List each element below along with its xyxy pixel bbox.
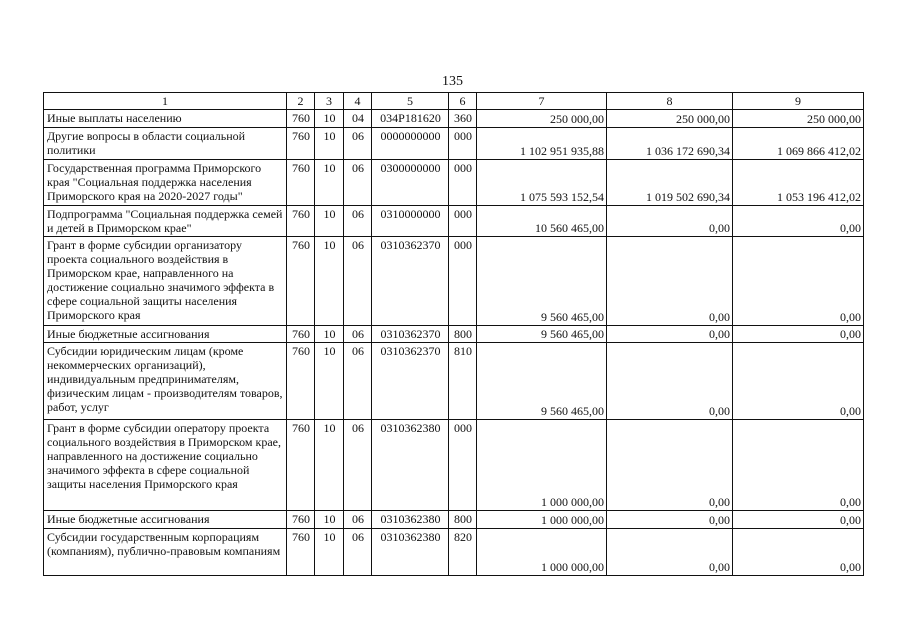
table-row — [44, 420, 864, 511]
cell-col4: 06 — [344, 128, 372, 160]
cell-col2: 760 — [287, 326, 315, 343]
cell-col2: 760 — [287, 511, 315, 529]
cell-col3: 10 — [315, 326, 344, 343]
column-header: 3 — [315, 93, 344, 110]
cell-col7: 1 000 000,00 — [477, 529, 607, 576]
cell-col6: 000 — [449, 206, 477, 237]
cell-col9: 0,00 — [733, 511, 864, 529]
cell-col9: 1 053 196 412,02 — [733, 160, 864, 206]
cell-col6: 000 — [449, 420, 477, 511]
cell-col2: 760 — [287, 343, 315, 420]
row-name: Иные выплаты населению — [44, 110, 287, 128]
cell-col6: 800 — [449, 326, 477, 343]
table-row — [44, 160, 864, 206]
column-header: 9 — [733, 93, 864, 110]
cell-col8: 0,00 — [607, 420, 733, 511]
cell-col5: 0310362370 — [372, 343, 449, 420]
cell-col3: 10 — [315, 110, 344, 128]
cell-col9: 0,00 — [733, 237, 864, 326]
table-row — [44, 237, 864, 326]
cell-col2: 760 — [287, 529, 315, 576]
cell-col7: 1 000 000,00 — [477, 511, 607, 529]
cell-col2: 760 — [287, 206, 315, 237]
cell-col2: 760 — [287, 110, 315, 128]
cell-col5: 0310362380 — [372, 529, 449, 576]
cell-col9: 1 069 866 412,02 — [733, 128, 864, 160]
cell-col5: 0310362370 — [372, 237, 449, 326]
cell-col8: 0,00 — [607, 206, 733, 237]
cell-col3: 10 — [315, 206, 344, 237]
row-name: Иные бюджетные ассигнования — [44, 511, 287, 529]
column-header: 7 — [477, 93, 607, 110]
cell-col8: 0,00 — [607, 529, 733, 576]
cell-col8: 0,00 — [607, 326, 733, 343]
column-header: 6 — [449, 93, 477, 110]
cell-col5: 0310000000 — [372, 206, 449, 237]
cell-col6: 000 — [449, 128, 477, 160]
cell-col3: 10 — [315, 128, 344, 160]
table-row — [44, 128, 864, 160]
cell-col2: 760 — [287, 420, 315, 511]
column-header: 1 — [44, 93, 287, 110]
cell-col5: 0300000000 — [372, 160, 449, 206]
cell-col5: 0310362380 — [372, 511, 449, 529]
cell-col8: 250 000,00 — [607, 110, 733, 128]
cell-col9: 0,00 — [733, 206, 864, 237]
cell-col2: 760 — [287, 237, 315, 326]
cell-col3: 10 — [315, 237, 344, 326]
cell-col4: 06 — [344, 343, 372, 420]
table-row — [44, 511, 864, 529]
row-name: Иные бюджетные ассигнования — [44, 326, 287, 343]
cell-col5: 0310362370 — [372, 326, 449, 343]
cell-col6: 800 — [449, 511, 477, 529]
cell-col9: 0,00 — [733, 343, 864, 420]
row-name: Грант в форме субсидии оператору проекта социального воздействия в Приморском крае, направленного на достижение социально значимого эффекта в сфере социальной защиты населения Приморского края — [44, 420, 287, 511]
cell-col8: 0,00 — [607, 237, 733, 326]
cell-col4: 06 — [344, 206, 372, 237]
table-row — [44, 529, 864, 576]
table-row — [44, 343, 864, 420]
cell-col9: 250 000,00 — [733, 110, 864, 128]
cell-col8: 1 019 502 690,34 — [607, 160, 733, 206]
cell-col5: 034P181620 — [372, 110, 449, 128]
cell-col4: 06 — [344, 160, 372, 206]
row-name: Субсидии государственным корпорациям (компаниям), публично-правовым компаниям — [44, 529, 287, 576]
row-name: Подпрограмма "Социальная поддержка семей и детей в Приморском крае" — [44, 206, 287, 237]
table-header-row — [44, 93, 864, 110]
cell-col3: 10 — [315, 343, 344, 420]
cell-col4: 06 — [344, 511, 372, 529]
column-header: 2 — [287, 93, 315, 110]
column-header: 4 — [344, 93, 372, 110]
cell-col8: 0,00 — [607, 511, 733, 529]
cell-col4: 06 — [344, 529, 372, 576]
cell-col8: 0,00 — [607, 343, 733, 420]
cell-col3: 10 — [315, 511, 344, 529]
cell-col7: 1 102 951 935,88 — [477, 128, 607, 160]
cell-col7: 10 560 465,00 — [477, 206, 607, 237]
cell-col3: 10 — [315, 529, 344, 576]
cell-col2: 760 — [287, 160, 315, 206]
cell-col4: 06 — [344, 420, 372, 511]
column-header: 5 — [372, 93, 449, 110]
cell-col9: 0,00 — [733, 420, 864, 511]
row-name: Другие вопросы в области социальной политики — [44, 128, 287, 160]
cell-col4: 04 — [344, 110, 372, 128]
cell-col7: 1 000 000,00 — [477, 420, 607, 511]
row-name: Грант в форме субсидии организатору проекта социального воздействия в Приморском крае, направленного на достижение социально значимого эффекта в сфере социальной защиты населения Приморского края — [44, 237, 287, 326]
cell-col6: 000 — [449, 237, 477, 326]
cell-col6: 820 — [449, 529, 477, 576]
budget-table — [43, 92, 864, 576]
cell-col7: 9 560 465,00 — [477, 326, 607, 343]
row-name: Субсидии юридическим лицам (кроме некоммерческих организаций), индивидуальным предпринимателям, физическим лицам - производителям товаров, работ, услуг — [44, 343, 287, 420]
cell-col9: 0,00 — [733, 529, 864, 576]
table-row — [44, 206, 864, 237]
cell-col6: 360 — [449, 110, 477, 128]
cell-col2: 760 — [287, 128, 315, 160]
cell-col5: 0310362380 — [372, 420, 449, 511]
cell-col3: 10 — [315, 160, 344, 206]
cell-col3: 10 — [315, 420, 344, 511]
table-row — [44, 326, 864, 343]
cell-col4: 06 — [344, 326, 372, 343]
cell-col5: 0000000000 — [372, 128, 449, 160]
cell-col6: 810 — [449, 343, 477, 420]
cell-col6: 000 — [449, 160, 477, 206]
cell-col9: 0,00 — [733, 326, 864, 343]
cell-col7: 1 075 593 152,54 — [477, 160, 607, 206]
row-name: Государственная программа Приморского края "Социальная поддержка населения Приморского края на 2020-2027 годы" — [44, 160, 287, 206]
cell-col7: 9 560 465,00 — [477, 237, 607, 326]
cell-col7: 250 000,00 — [477, 110, 607, 128]
cell-col7: 9 560 465,00 — [477, 343, 607, 420]
cell-col8: 1 036 172 690,34 — [607, 128, 733, 160]
table-row — [44, 110, 864, 128]
column-header: 8 — [607, 93, 733, 110]
page-number: 135 — [442, 74, 463, 89]
cell-col4: 06 — [344, 237, 372, 326]
